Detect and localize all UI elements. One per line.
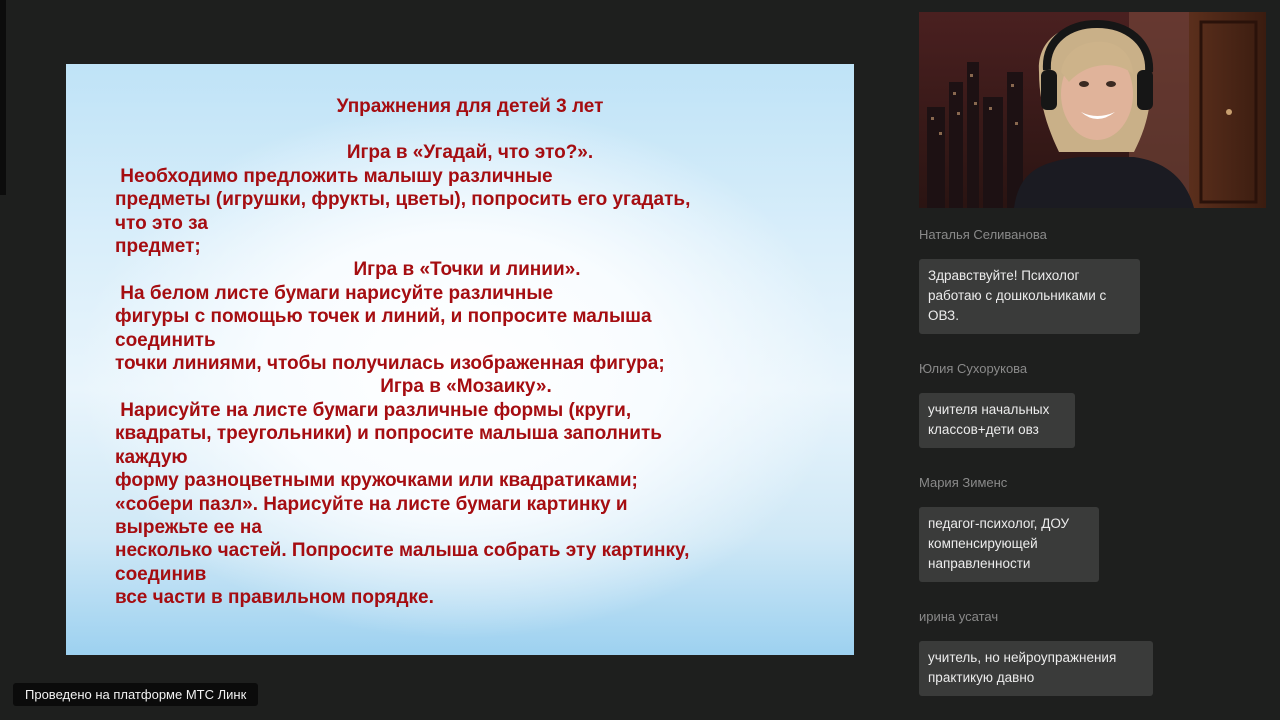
slide-title: Упражнения для детей 3 лет (336, 96, 604, 117)
slide-line: точки линиями, чтобы получилась изображенная фигура; (115, 353, 665, 375)
platform-badge[interactable]: Проведено на платформе МТС Линк (13, 683, 258, 706)
slide-line: «собери пазл». Нарисуйте на листе бумаги картинку и (115, 493, 628, 515)
slide-line: Необходимо предложить малышу различные (115, 165, 553, 187)
slide-line: форму разноцветными кружочками или квадратиками; (115, 470, 638, 492)
left-panel-edge (0, 0, 6, 195)
webcam-image (919, 12, 1266, 208)
slide-line: несколько частей. Попросите малыша собрать эту картинку, (115, 540, 690, 562)
slide-line: предметы (игрушки, фрукты, цветы), попросить его угадать, (115, 189, 691, 211)
slide-content (115, 95, 815, 610)
chat-message: учитель, но нейроупражнения практикую давно (919, 641, 1153, 696)
slide-line: вырежьте ее на (115, 516, 262, 538)
slide-line: соединить (115, 329, 216, 351)
chat-message: Здравствуйте! Психолог работаю с дошкольниками с ОВЗ. (919, 259, 1140, 334)
slide-line: предмет; (115, 236, 201, 258)
presenter-webcam-video[interactable] (919, 12, 1266, 208)
slide-line: фигуры с помощью точек и линий, и попросите малыша (115, 306, 652, 328)
slide-line: Игра в «Угадай, что это?». (346, 142, 594, 164)
chat-message: педагог-психолог, ДОУ компенсирующей направленности (919, 507, 1099, 582)
slide-line: что это за (115, 212, 208, 234)
chat-author: Мария Зименс (919, 475, 1008, 490)
slide-line: соединив (115, 563, 207, 585)
slide-line: все части в правильном порядке. (115, 587, 434, 609)
chat-author: ирина усатач (919, 609, 999, 624)
chat-author: Юлия Сухорукова (919, 361, 1028, 376)
slide-line: квадраты, треугольники) и попросите малыша заполнить (115, 423, 662, 445)
slide-line: На белом листе бумаги нарисуйте различные (115, 282, 554, 304)
presentation-slide (66, 64, 854, 655)
slide-line: Игра в «Точки и линии». (353, 259, 581, 281)
slide-line: Игра в «Мозаику». (380, 376, 552, 398)
slide-line: каждую (115, 446, 188, 468)
slide-line: Нарисуйте на листе бумаги различные формы (круги, (115, 399, 632, 421)
chat-author: Наталья Селиванова (919, 227, 1047, 242)
chat-message: учителя начальных классов+дети овз (919, 393, 1075, 448)
